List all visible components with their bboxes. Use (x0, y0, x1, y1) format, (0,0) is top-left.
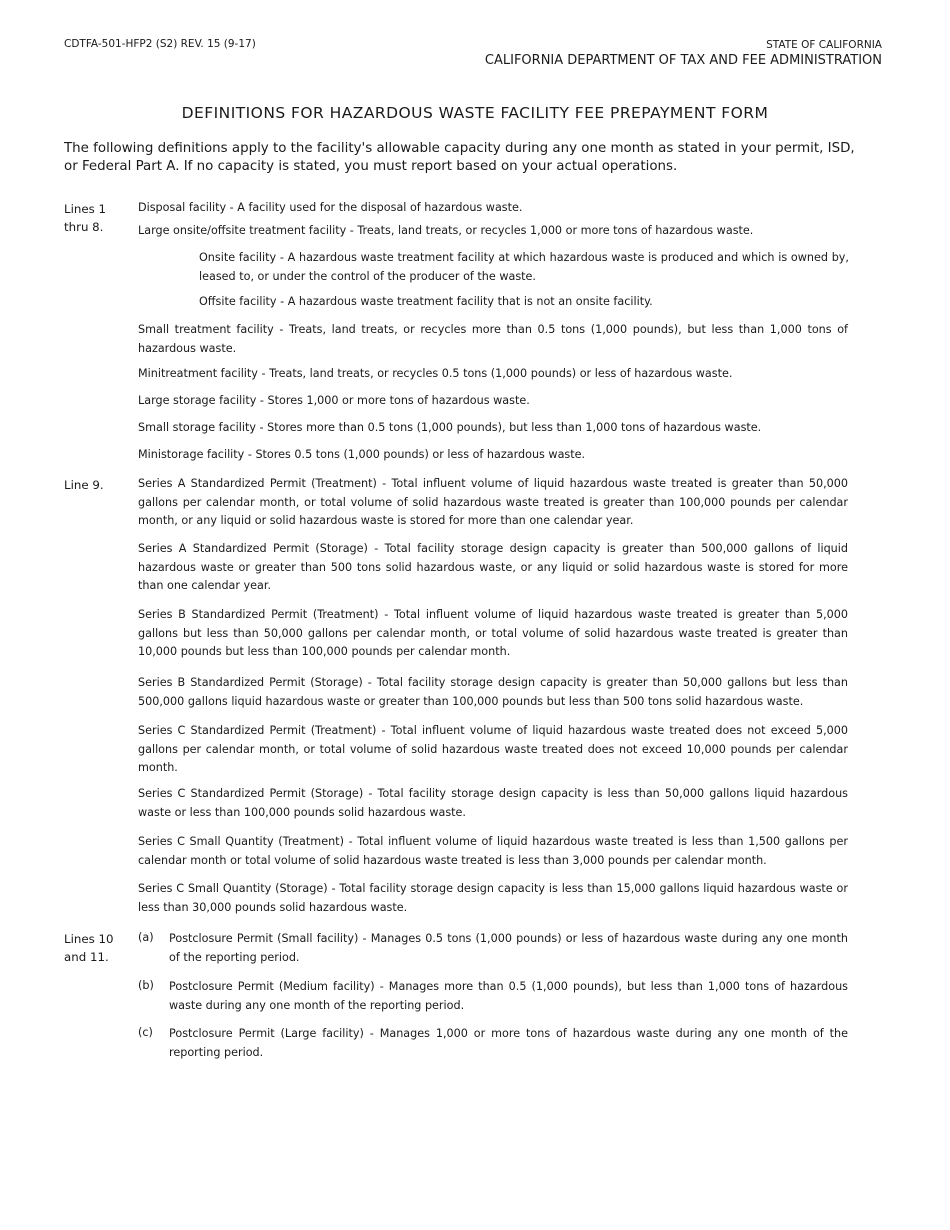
department-name: CALIFORNIA DEPARTMENT OF TAX AND FEE ADMINISTRATION (484, 53, 882, 68)
definition-series-c-small-treatment: Series C Small Quantity (Treatment) - Total influent volume of liquid hazardous waste treated is less than 1,500 gallons per calendar month or total volume of solid hazardous waste treated is less than 3,000 pounds per calendar month. (138, 835, 848, 867)
definition-disposal: Disposal facility - A facility used for the disposal of hazardous waste. (138, 201, 523, 214)
definition-offsite: Offsite facility - A hazardous waste treatment facility that is not an onsite facility. (199, 295, 653, 308)
state-label: STATE OF CALIFORNIA (766, 39, 882, 51)
definition-series-a-treatment: Series A Standardized Permit (Treatment) - Total influent volume of liquid hazardous waste treated is greater than 50,000 gallons per calendar month, or total volume of solid hazardous waste treated is greater than 100,000 pounds per calendar month, or any liquid or solid hazardous waste is stored for more than one calendar year. (138, 477, 848, 527)
section-label-line-9: Line 9. (64, 478, 104, 492)
page-title: DEFINITIONS FOR HAZARDOUS WASTE FACILITY FEE PREPAYMENT FORM (181, 104, 769, 122)
definition-large-storage: Large storage facility - Stores 1,000 or more tons of hazardous waste. (138, 394, 530, 407)
definition-series-b-treatment: Series B Standardized Permit (Treatment) - Total influent volume of liquid hazardous waste treated is greater than 5,000 gallons but less than 50,000 gallons per calendar month, or total volume of solid hazardous waste treated is greater than 10,000 pounds but less than 100,000 pounds per calendar month. (138, 608, 848, 658)
section-label-lines-10-11: Lines 10 and 11. (64, 932, 114, 964)
definition-postclosure-small: Postclosure Permit (Small facility) - Manages 0.5 tons (1,000 pounds) or less of hazardous waste during any one month of the reporting period. (169, 932, 848, 964)
definition-series-c-treatment: Series C Standardized Permit (Treatment) - Total influent volume of liquid hazardous waste treated does not exceed 5,000 gallons per calendar month, or total volume of solid hazardous waste treated does not exceed 10,000 pounds per calendar month. (138, 724, 848, 774)
definition-ministorage: Ministorage facility - Stores 0.5 tons (1,000 pounds) or less of hazardous waste. (138, 448, 586, 461)
definition-postclosure-medium: Postclosure Permit (Medium facility) - Manages more than 0.5 (1,000 pounds), but less than 1,000 tons of hazardous waste during any one month of the reporting period. (169, 980, 848, 1012)
definition-series-a-storage: Series A Standardized Permit (Storage) - Total facility storage design capacity is greater than 500,000 gallons of liquid hazardous waste or greater than 500 tons solid hazardous waste, or any liquid or solid hazardous waste is stored for more than one calendar year. (138, 542, 848, 592)
section-label-lines-1-8: Lines 1 thru 8. (64, 202, 106, 234)
definition-minitreatment: Minitreatment facility - Treats, land treats, or recycles 0.5 tons (1,000 pounds) or less of hazardous waste. (138, 367, 733, 380)
item-marker: (b) (138, 979, 154, 992)
definition-small-treatment: Small treatment facility - Treats, land treats, or recycles more than 0.5 tons (1,000 pounds), but less than 1,000 tons of hazardous waste. (138, 323, 848, 355)
definition-onsite: Onsite facility - A hazardous waste treatment facility at which hazardous waste is produced and which is owned by, leased to, or under the control of the producer of the waste. (199, 251, 849, 283)
definition-large-treatment: Large onsite/offsite treatment facility - Treats, land treats, or recycles 1,000 or more tons of hazardous waste. (138, 224, 754, 237)
definition-series-c-small-storage: Series C Small Quantity (Storage) - Total facility storage design capacity is less than 15,000 gallons liquid hazardous waste or less than 30,000 pounds solid hazardous waste. (138, 882, 848, 914)
item-marker: (c) (138, 1026, 153, 1039)
definition-series-b-storage: Series B Standardized Permit (Storage) - Total facility storage design capacity is greater than 50,000 gallons but less than 500,000 gallons liquid hazardous waste or greater than 100,000 pounds but less than 500 tons solid hazardous waste. (138, 676, 848, 708)
form-id: CDTFA-501-HFP2 (S2) REV. 15 (9-17) (64, 38, 256, 50)
definition-small-storage: Small storage facility - Stores more than 0.5 tons (1,000 pounds), but less than 1,000 tons of hazardous waste. (138, 421, 762, 434)
intro-paragraph: The following definitions apply to the facility's allowable capacity during any one month as stated in your permit, ISD, or Federal Part A. If no capacity is stated, you must report based on your actual operations. (64, 141, 855, 174)
definition-series-c-storage: Series C Standardized Permit (Storage) - Total facility storage design capacity is less than 50,000 gallons liquid hazardous waste or less than 100,000 pounds solid hazardous waste. (138, 787, 848, 819)
item-marker: (a) (138, 931, 154, 944)
definition-postclosure-large: Postclosure Permit (Large facility) - Manages 1,000 or more tons of hazardous waste during any one month of the reporting period. (169, 1027, 848, 1059)
